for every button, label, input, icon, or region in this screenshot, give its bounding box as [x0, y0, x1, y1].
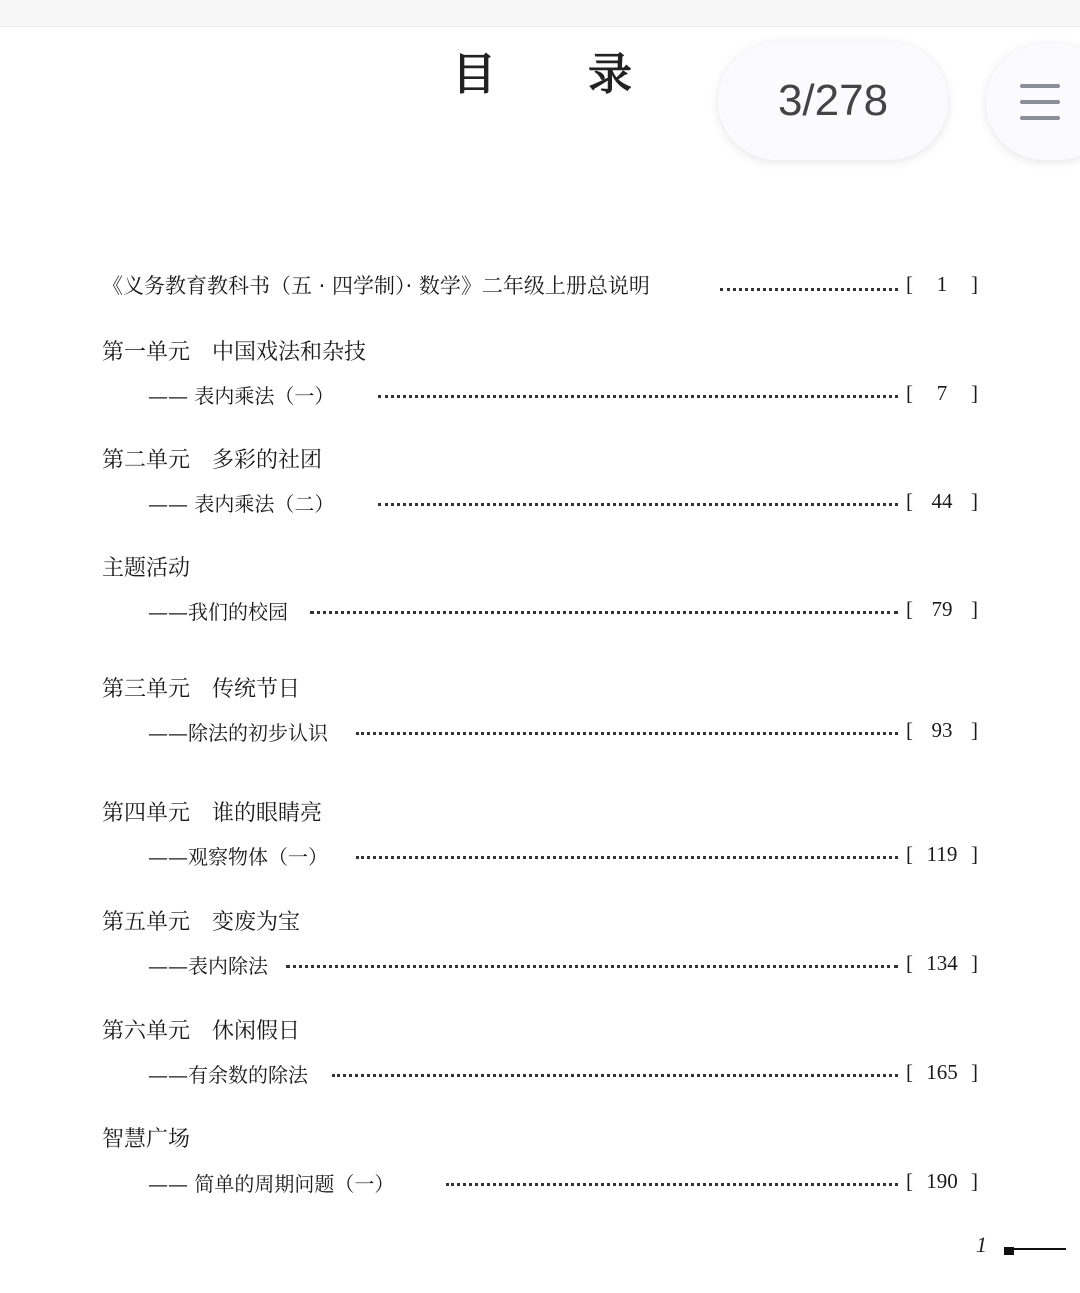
dot-leader [378, 503, 898, 506]
page-number: 165 [926, 1060, 958, 1084]
page-number: 79 [931, 597, 953, 621]
dot-leader [286, 965, 898, 968]
page-ref: [ 1 ] [906, 272, 978, 296]
dot-leader [378, 395, 898, 398]
dot-leader [720, 288, 898, 291]
unit-subtitle: —— 表内乘法（一） [148, 384, 335, 408]
page-number: 134 [926, 951, 958, 975]
page-ref: [ 93 ] [906, 718, 978, 742]
page-number: 44 [931, 489, 953, 513]
dot-leader [310, 611, 898, 614]
dot-leader [356, 856, 898, 859]
unit-label: 第四单元 [102, 801, 191, 826]
page-number: 7 [936, 381, 948, 405]
title-char-2: 录 [588, 49, 632, 100]
unit-subtitle: ——表内除法 [148, 954, 268, 978]
unit-heading [102, 672, 300, 703]
title-char-1: 目 [452, 49, 496, 100]
page-ref: [ 7 ] [906, 381, 978, 405]
unit-label: 第三单元 [102, 677, 191, 702]
unit-label: 第五单元 [102, 910, 191, 935]
intro-text: 《义务教育教科书（五 · 四学制）· 数学》二年级上册总说明 [102, 274, 650, 298]
unit-heading [102, 551, 190, 582]
page-number: 93 [931, 718, 953, 742]
page-ref: [ 44 ] [906, 489, 978, 513]
unit-subtitle: —— 表内乘法（二） [148, 492, 335, 516]
unit-label: 第一单元 [102, 340, 191, 365]
unit-name: 谁的眼睛亮 [212, 801, 323, 826]
unit-label: 第二单元 [102, 448, 191, 473]
dot-leader [446, 1183, 898, 1186]
footer-marker [1004, 1247, 1014, 1255]
unit-heading [102, 1122, 190, 1153]
page-ref: [ 190 ] [906, 1169, 978, 1193]
unit-heading [102, 796, 322, 827]
unit-name: 变废为宝 [212, 910, 301, 935]
page-ref: [ 134 ] [906, 951, 978, 975]
unit-subtitle: ——除法的初步认识 [148, 721, 328, 745]
unit-label: 第六单元 [102, 1019, 191, 1044]
unit-subtitle: ——我们的校园 [148, 600, 288, 624]
unit-name: 休闲假日 [212, 1019, 301, 1044]
page-indicator[interactable]: 3/278 [718, 42, 948, 160]
page-ref: [ 79 ] [906, 597, 978, 621]
footer-rule [1014, 1248, 1066, 1250]
unit-label: 智慧广场 [102, 1127, 191, 1152]
unit-name: 传统节日 [212, 677, 301, 702]
page-number: 119 [926, 842, 958, 866]
unit-subtitle: ——有余数的除法 [148, 1063, 308, 1087]
unit-subtitle: —— 简单的周期问题（一） [148, 1172, 395, 1196]
unit-heading [102, 1014, 300, 1045]
unit-name: 多彩的社团 [212, 448, 323, 473]
top-bar [0, 0, 1080, 27]
unit-subtitle: ——观察物体（一） [148, 845, 328, 869]
dot-leader [356, 732, 898, 735]
dot-leader [332, 1074, 898, 1077]
page-ref: [ 165 ] [906, 1060, 978, 1084]
unit-label: 主题活动 [102, 556, 191, 581]
unit-heading [102, 443, 322, 474]
unit-heading [102, 905, 300, 936]
unit-name: 中国戏法和杂技 [212, 340, 367, 365]
page-number: 190 [926, 1169, 958, 1193]
menu-button[interactable] [986, 44, 1080, 160]
page-ref: [ 119 ] [906, 842, 978, 866]
unit-heading [102, 335, 366, 366]
footer-page-number: 1 [976, 1232, 987, 1257]
